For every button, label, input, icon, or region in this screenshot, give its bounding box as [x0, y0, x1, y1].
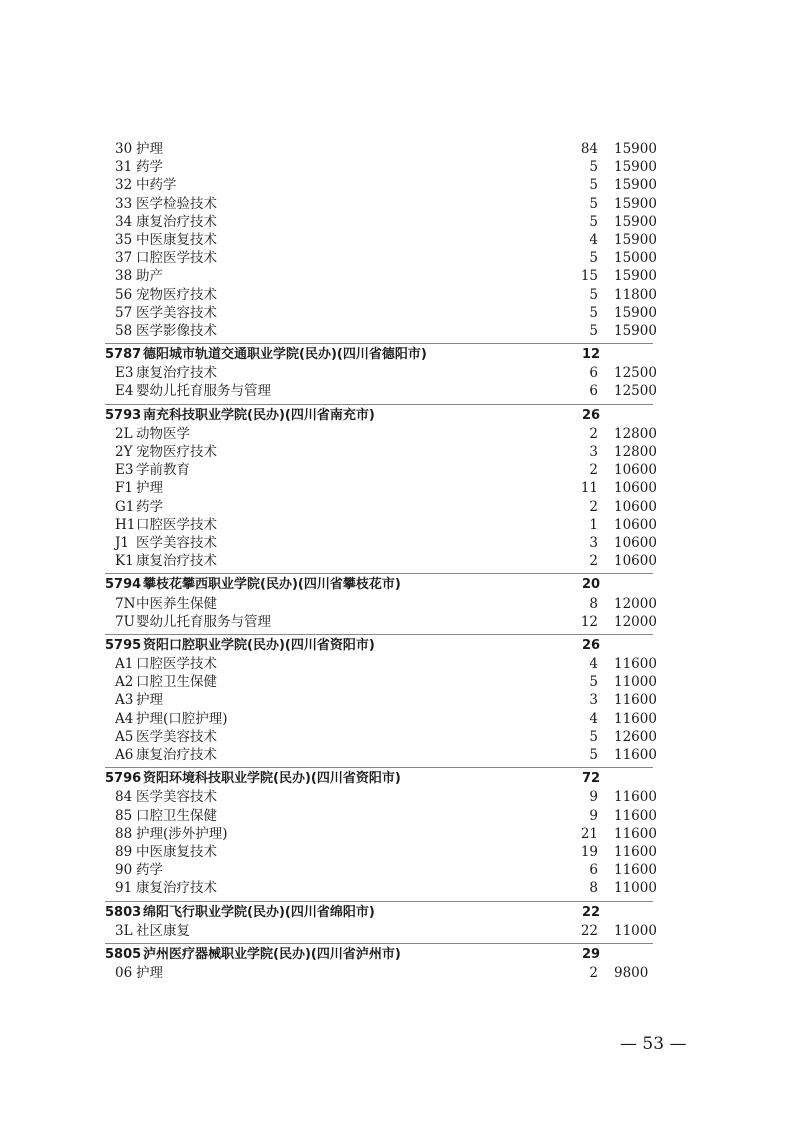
school-plan-count: 26 [582, 637, 601, 653]
school-name: 南充科技职业学院(民办)(四川省南充市) [143, 407, 375, 423]
major-tuition: 15900 [614, 195, 657, 212]
major-code: A6 [115, 747, 134, 763]
major-plan-count: 2 [589, 553, 598, 570]
major-plan-count: 4 [589, 231, 598, 248]
major-name: 护理 [136, 692, 163, 709]
major-code: 38 [115, 268, 133, 285]
major-tuition: 15900 [614, 141, 657, 157]
school-name: 资阳口腔职业学院(民办)(四川省资阳市) [143, 637, 375, 653]
major-row [0, 213, 800, 231]
major-row [0, 655, 800, 673]
major-name: 康复治疗技术 [136, 365, 217, 382]
major-name: 学前教育 [136, 462, 190, 479]
major-plan-count: 5 [589, 674, 598, 691]
major-row [0, 195, 800, 213]
major-name: 药学 [136, 498, 163, 515]
major-tuition: 10600 [614, 534, 657, 551]
major-name: 护理 [136, 141, 163, 157]
major-name: 护理(口腔护理) [136, 710, 228, 727]
major-code: A1 [115, 656, 134, 673]
major-plan-count: 8 [589, 595, 598, 612]
major-plan-count: 2 [589, 425, 598, 442]
major-name: 药学 [136, 159, 163, 176]
school-plan-count: 26 [582, 407, 601, 423]
major-row [0, 728, 800, 746]
major-row [0, 691, 800, 709]
major-plan-count: 5 [589, 747, 598, 763]
major-plan-count: 2 [589, 965, 598, 982]
major-name: 护理 [136, 965, 163, 982]
major-plan-count: 5 [589, 250, 598, 267]
major-tuition: 10600 [614, 480, 657, 497]
major-tuition: 15000 [614, 250, 657, 267]
major-name: 社区康复 [136, 922, 190, 939]
major-tuition: 15900 [614, 322, 657, 339]
major-code: 34 [115, 213, 133, 230]
major-code: 58 [115, 322, 133, 339]
major-name: 婴幼儿托育服务与管理 [136, 383, 271, 400]
major-row [0, 710, 800, 728]
school-name: 攀枝花攀西职业学院(民办)(四川省攀枝花市) [143, 577, 401, 593]
major-plan-count: 19 [580, 843, 598, 860]
school-header-row [0, 946, 800, 964]
major-tuition: 15900 [614, 159, 657, 176]
major-plan-count: 5 [589, 177, 598, 194]
major-code: 3L [115, 922, 133, 939]
major-tuition: 15900 [614, 304, 657, 321]
major-code: A4 [115, 710, 134, 727]
major-code: E3 [115, 462, 134, 479]
school-plan-count: 29 [582, 946, 601, 962]
major-tuition: 11600 [614, 710, 657, 727]
major-tuition: 10600 [614, 553, 657, 570]
major-name: 医学美容技术 [136, 789, 217, 806]
major-code: 33 [115, 195, 133, 212]
major-plan-count: 5 [589, 159, 598, 176]
major-tuition: 12600 [614, 728, 657, 745]
major-row [0, 322, 800, 340]
major-name: 口腔医学技术 [136, 250, 217, 267]
school-header-row [0, 576, 800, 594]
major-plan-count: 2 [589, 462, 598, 479]
major-row [0, 140, 800, 158]
major-code: 32 [115, 177, 133, 194]
school-code: 5796 [105, 771, 142, 787]
major-plan-count: 5 [589, 286, 598, 303]
major-code: 91 [115, 880, 133, 897]
major-name: 医学美容技术 [136, 534, 217, 551]
major-code: F1 [115, 480, 133, 497]
major-plan-count: 6 [589, 862, 598, 879]
major-code: A5 [115, 728, 134, 745]
major-name: 中医养生保健 [136, 595, 217, 612]
major-tuition: 11600 [614, 807, 657, 824]
school-code: 5794 [105, 577, 142, 593]
major-row [0, 595, 800, 613]
major-plan-count: 5 [589, 728, 598, 745]
major-row [0, 788, 800, 806]
school-header-row [0, 407, 800, 425]
major-plan-count: 3 [589, 444, 598, 460]
major-tuition: 11600 [614, 825, 657, 842]
major-name: 口腔医学技术 [136, 656, 217, 673]
major-plan-count: 5 [589, 213, 598, 230]
school-plan-count: 12 [582, 347, 601, 363]
major-row [0, 861, 800, 879]
major-plan-count: 6 [589, 365, 598, 382]
school-header-row [0, 904, 800, 922]
major-plan-count: 12 [580, 613, 598, 630]
major-code: A2 [115, 674, 134, 691]
major-row [0, 843, 800, 861]
major-row [0, 879, 800, 897]
major-tuition: 10600 [614, 516, 657, 533]
major-name: 中医康复技术 [136, 843, 217, 860]
school-code: 5793 [105, 407, 142, 423]
major-row [0, 479, 800, 497]
major-name: 婴幼儿托育服务与管理 [136, 613, 271, 630]
major-row [0, 498, 800, 516]
major-name: 口腔卫生保健 [136, 807, 217, 824]
major-name: 康复治疗技术 [136, 747, 217, 763]
major-name: 口腔卫生保健 [136, 674, 217, 691]
major-code: 30 [115, 141, 133, 157]
major-plan-count: 84 [580, 141, 598, 157]
major-code: K1 [115, 553, 134, 570]
school-name: 资阳环境科技职业学院(民办)(四川省资阳市) [143, 771, 401, 787]
major-tuition: 15900 [614, 177, 657, 194]
major-code: 2Y [115, 444, 133, 460]
major-row [0, 231, 800, 249]
major-tuition: 11000 [614, 922, 657, 939]
major-tuition: 11600 [614, 862, 657, 879]
major-row [0, 304, 800, 322]
major-tuition: 11000 [614, 880, 657, 897]
major-code: 57 [115, 304, 133, 321]
school-header-row [0, 770, 800, 788]
major-name: 口腔医学技术 [136, 516, 217, 533]
major-code: A3 [115, 692, 134, 709]
major-plan-count: 2 [589, 498, 598, 515]
major-name: 康复治疗技术 [136, 553, 217, 570]
major-tuition: 10600 [614, 498, 657, 515]
major-code: E4 [115, 383, 134, 400]
major-plan-count: 11 [580, 480, 598, 497]
school-code: 5787 [105, 347, 142, 363]
major-row [0, 807, 800, 825]
major-plan-count: 9 [589, 789, 598, 806]
major-name: 护理(涉外护理) [136, 825, 228, 842]
major-tuition: 11000 [614, 674, 657, 691]
school-header-row [0, 637, 800, 655]
major-name: 医学美容技术 [136, 728, 217, 745]
major-plan-count: 5 [589, 304, 598, 321]
major-row [0, 286, 800, 304]
major-plan-count: 1 [589, 516, 598, 533]
major-tuition: 11600 [614, 656, 657, 673]
major-row [0, 176, 800, 194]
major-name: 医学美容技术 [136, 304, 217, 321]
school-code: 5803 [105, 904, 142, 920]
school-code: 5795 [105, 637, 142, 653]
school-plan-count: 20 [582, 577, 601, 593]
major-name: 宠物医疗技术 [136, 286, 217, 303]
major-row [0, 613, 800, 631]
major-row [0, 382, 800, 400]
major-row [0, 552, 800, 570]
major-tuition: 12500 [614, 383, 657, 400]
major-code: 85 [115, 807, 133, 824]
major-tuition: 11600 [614, 692, 657, 709]
major-tuition: 15900 [614, 231, 657, 248]
major-row [0, 964, 800, 982]
major-code: 2L [115, 425, 133, 442]
major-name: 助产 [136, 268, 163, 285]
major-code: 37 [115, 250, 133, 267]
page-number: — 53 — [620, 1034, 687, 1054]
major-plan-count: 3 [589, 534, 598, 551]
school-name: 绵阳飞行职业学院(民办)(四川省绵阳市) [143, 904, 375, 920]
major-tuition: 10600 [614, 462, 657, 479]
major-code: H1 [115, 516, 136, 533]
major-code: 89 [115, 843, 133, 860]
major-tuition: 11600 [614, 789, 657, 806]
major-row [0, 673, 800, 691]
major-row [0, 534, 800, 552]
major-code: 84 [115, 789, 133, 806]
major-plan-count: 3 [589, 692, 598, 709]
major-name: 药学 [136, 862, 163, 879]
major-row [0, 461, 800, 479]
major-name: 中药学 [136, 177, 177, 194]
major-code: J1 [115, 534, 130, 551]
school-name: 泸州医疗器械职业学院(民办)(四川省泸州市) [143, 946, 401, 962]
major-code: 88 [115, 825, 133, 842]
major-name: 护理 [136, 480, 163, 497]
school-code: 5805 [105, 946, 142, 962]
major-plan-count: 4 [589, 710, 598, 727]
major-plan-count: 5 [589, 322, 598, 339]
school-plan-count: 72 [582, 771, 601, 787]
school-name: 德阳城市轨道交通职业学院(民办)(四川省德阳市) [143, 347, 427, 363]
major-row [0, 746, 800, 764]
major-plan-count: 9 [589, 807, 598, 824]
major-row [0, 249, 800, 267]
major-plan-count: 8 [589, 880, 598, 897]
major-plan-count: 5 [589, 195, 598, 212]
major-code: 90 [115, 862, 133, 879]
major-row [0, 425, 800, 443]
major-name: 宠物医疗技术 [136, 444, 217, 460]
major-code: 35 [115, 231, 133, 248]
major-row [0, 364, 800, 382]
major-code: 56 [115, 286, 133, 303]
major-code: 7U [115, 613, 135, 630]
major-tuition: 11600 [614, 843, 657, 860]
major-tuition: 12800 [614, 444, 657, 460]
major-row [0, 516, 800, 534]
major-row [0, 825, 800, 843]
major-tuition: 15900 [614, 268, 657, 285]
major-code: G1 [115, 498, 135, 515]
major-name: 医学检验技术 [136, 195, 217, 212]
major-tuition: 15900 [614, 213, 657, 230]
major-plan-count: 22 [580, 922, 598, 939]
major-row [0, 443, 800, 461]
major-name: 康复治疗技术 [136, 880, 217, 897]
major-tuition: 12000 [614, 613, 657, 630]
major-plan-count: 6 [589, 383, 598, 400]
major-plan-count: 15 [580, 268, 598, 285]
major-row [0, 922, 800, 940]
major-tuition: 9800 [614, 965, 649, 982]
major-row [0, 158, 800, 176]
major-tuition: 11800 [614, 286, 657, 303]
major-plan-count: 21 [580, 825, 598, 842]
school-plan-count: 22 [582, 904, 601, 920]
major-row [0, 267, 800, 285]
major-code: E3 [115, 365, 134, 382]
major-plan-count: 4 [589, 656, 598, 673]
major-tuition: 12500 [614, 365, 657, 382]
enrollment-table [0, 140, 800, 982]
school-header-row [0, 346, 800, 364]
major-name: 动物医学 [136, 425, 190, 442]
major-tuition: 12000 [614, 595, 657, 612]
major-name: 医学影像技术 [136, 322, 217, 339]
major-code: 06 [115, 965, 133, 982]
major-tuition: 12800 [614, 425, 657, 442]
major-code: 7N [115, 595, 136, 612]
major-name: 康复治疗技术 [136, 213, 217, 230]
major-code: 31 [115, 159, 133, 176]
major-name: 中医康复技术 [136, 231, 217, 248]
major-tuition: 11600 [614, 747, 657, 763]
